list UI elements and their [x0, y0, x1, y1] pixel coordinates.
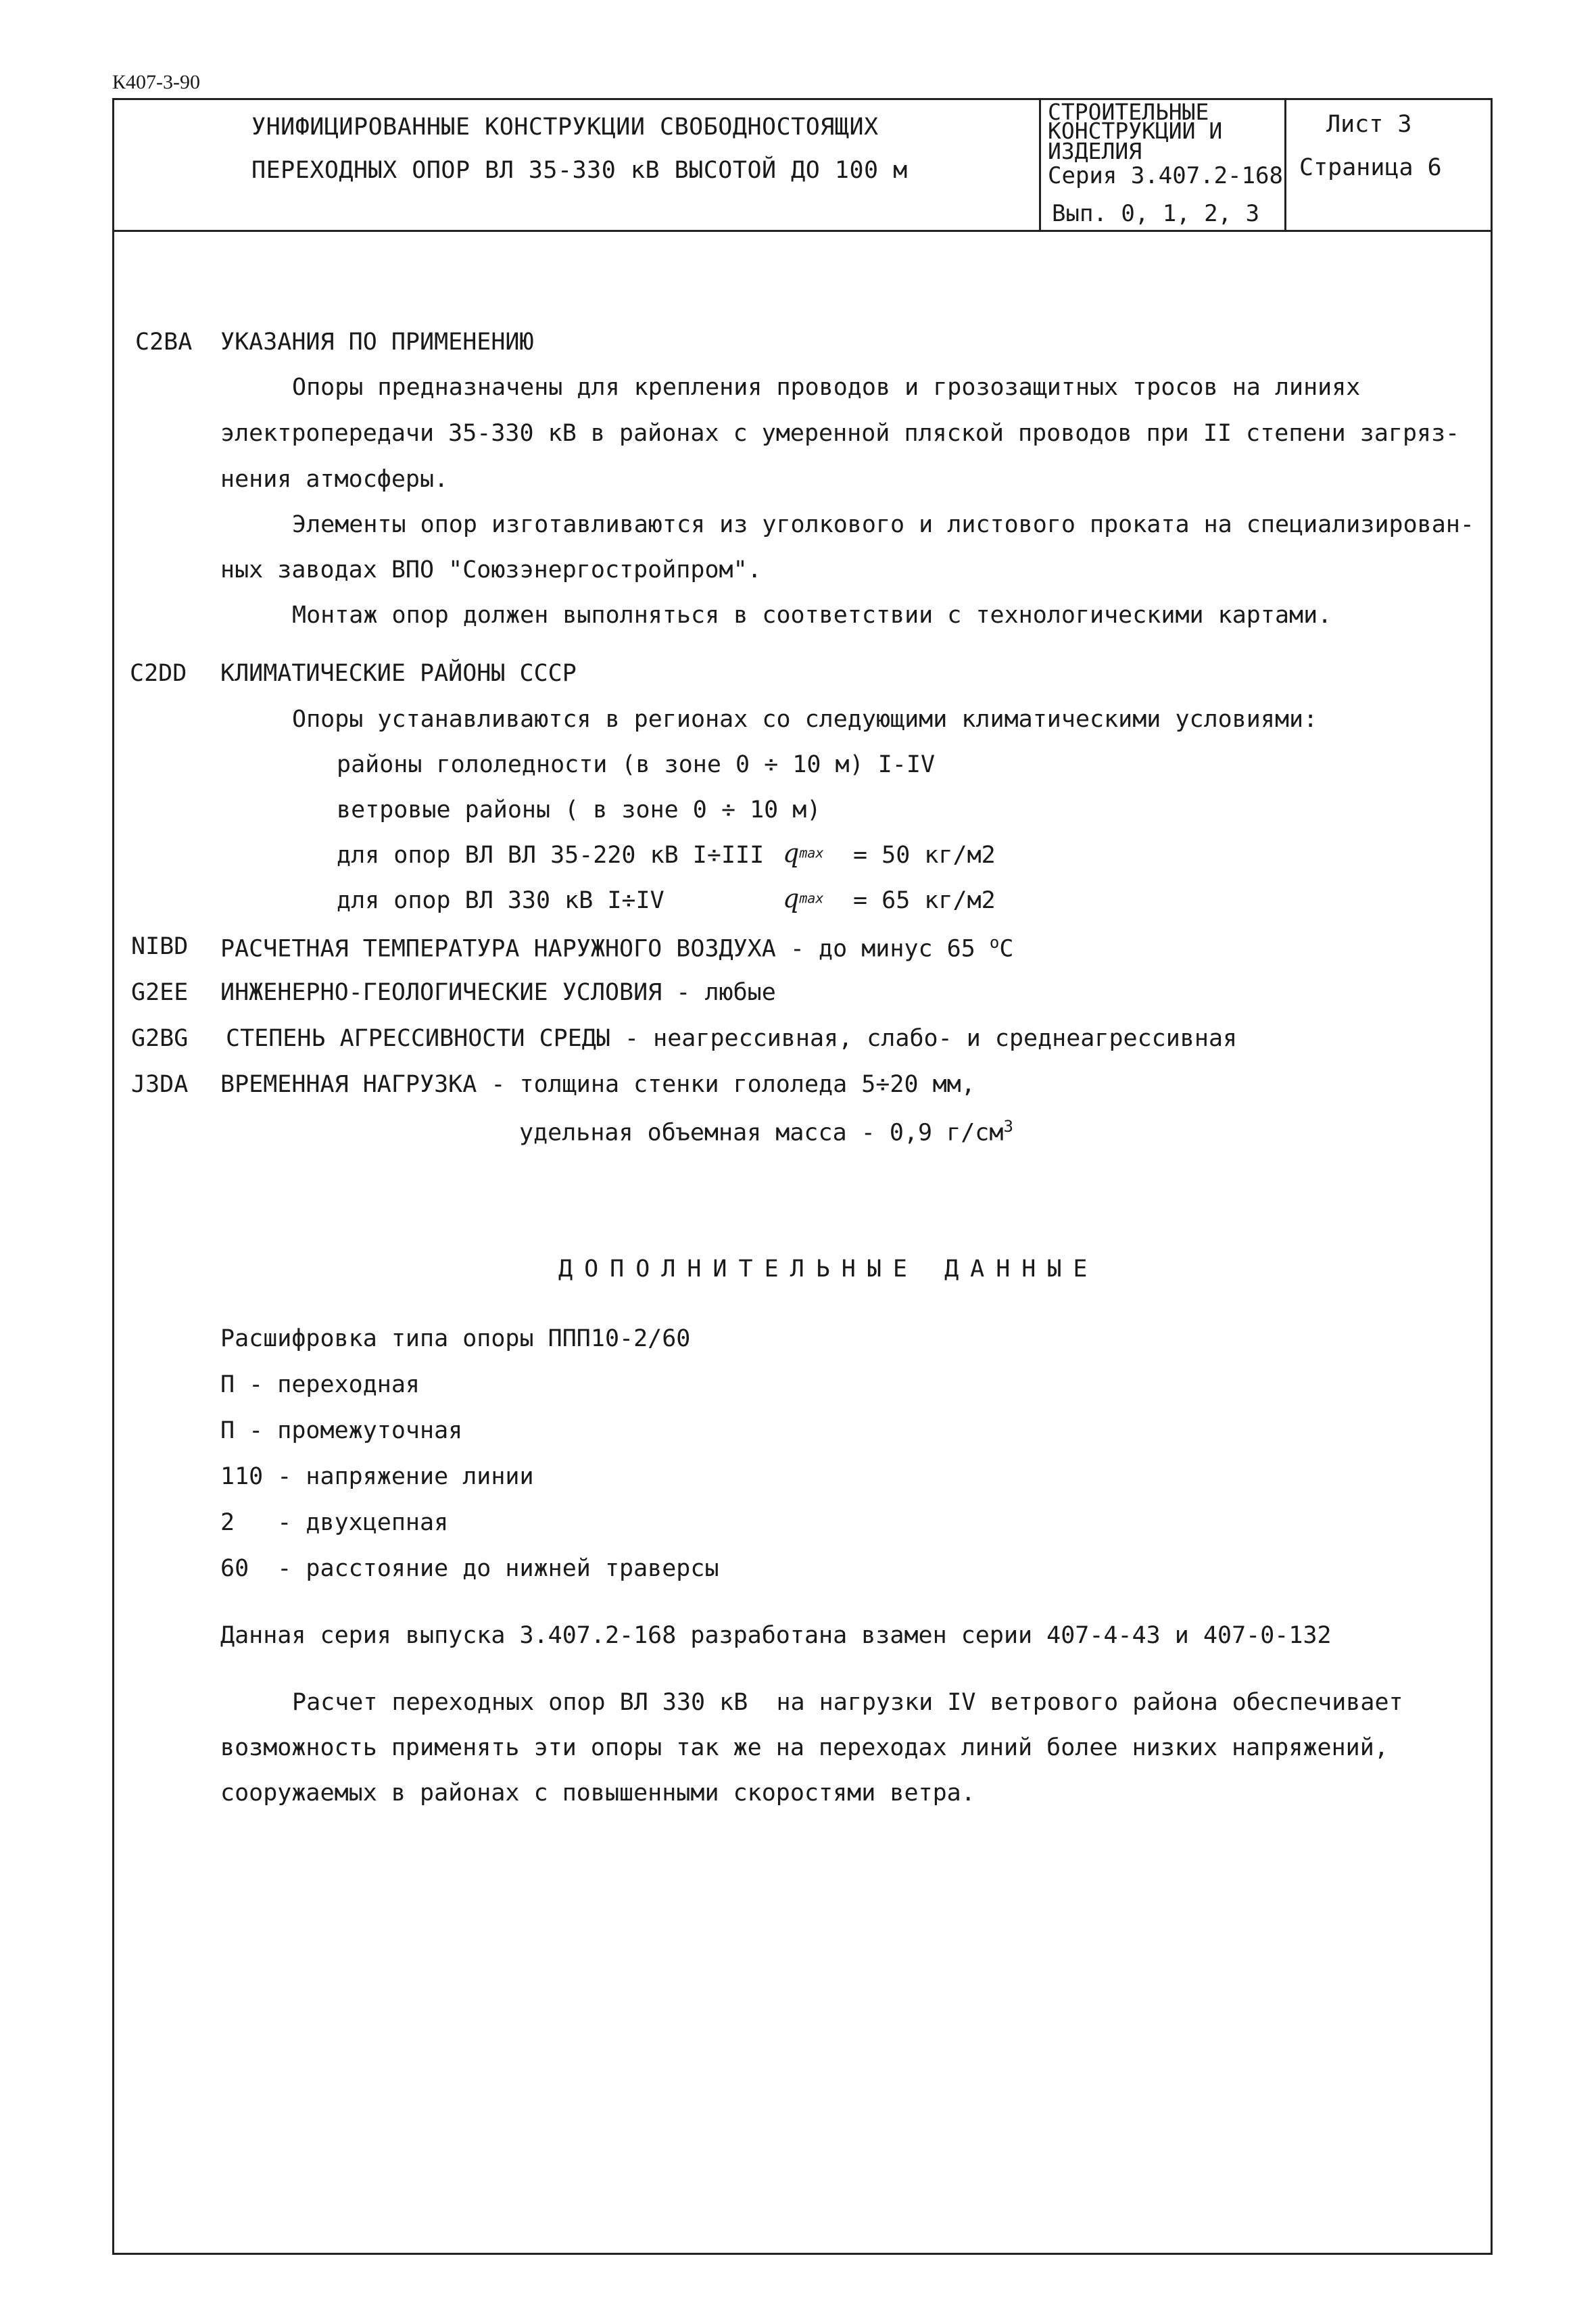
paragraph-line: Опоры устанавливаются в регионах со следующими климатическими условиями: [292, 706, 1318, 733]
paragraph-line: электропередачи 35-330 кВ в районах с умеренной пляской проводов при II степени загряз- [220, 420, 1460, 447]
paragraph-line: сооружаемых в районах с повышенными скоростями ветра. [220, 1780, 975, 1807]
paragraph-line: Элементы опор изготавливаются из уголкового и листового проката на специализирован- [292, 511, 1474, 538]
wind-load-value: = 50 кг/м2 [853, 842, 996, 869]
title-block-divider [1284, 98, 1286, 232]
qmax-symbol [783, 884, 823, 913]
temperature-unit: C [999, 935, 1014, 963]
wind-regions: ветровые районы ( в зоне 0 ÷ 10 м) [337, 796, 821, 824]
q-subscript: max [799, 844, 824, 861]
q-subscript: max [799, 890, 824, 907]
section-code: G2EE [131, 979, 189, 1006]
section-title: КЛИМАТИЧЕСКИЕ РАЙОНЫ СССР [220, 660, 577, 687]
ice-regions: районы гололедности (в зоне 0 ÷ 10 м) I-IV [337, 751, 936, 778]
wind-load-line: для опор ВЛ 330 кВ I÷IV [337, 887, 664, 914]
degree-sign: о [989, 933, 1000, 952]
paragraph-line: возможность применять эти опоры так же на переходах линий более низких напряжений, [220, 1734, 1388, 1761]
paragraph-line: Расчет переходных опор ВЛ 330 кВ на нагрузки IV ветрового района обеспечивает [292, 1689, 1403, 1716]
section-code: J3DA [131, 1071, 189, 1098]
paragraph-line: Монтаж опор должен выполняться в соответствии с технологическими картами. [292, 602, 1332, 629]
category-line-3: ИЗДЕЛИЯ [1048, 138, 1142, 164]
category-line-2: КОНСТРУКЦИИ И [1048, 118, 1223, 144]
density-text: удельная объемная масса - 0,9 г/см [519, 1119, 1004, 1147]
wind-load-line: для опор ВЛ ВЛ 35-220 кВ I÷III [337, 842, 765, 869]
page-number: Страница 6 [1299, 154, 1442, 181]
density-exponent: 3 [1003, 1117, 1013, 1136]
section-code: C2BA [135, 329, 193, 356]
doc-title-line-1: УНИФИЦИРОВАННЫЕ КОНСТРУКЦИИ СВОБОДНОСТОЯЩИХ [251, 114, 879, 141]
decode-item: 110 - напряжение линии [220, 1463, 534, 1490]
decode-item: 60 - расстояние до нижней траверсы [220, 1555, 719, 1582]
aggressiveness-line: СТЕПЕНЬ АГРЕССИВНОСТИ СРЕДЫ - неагрессивная, слабо- и среднеагрессивная [226, 1025, 1238, 1052]
wind-load-value: = 65 кг/м2 [853, 887, 996, 914]
q-symbol: q [783, 838, 800, 868]
temperature-line [220, 933, 1013, 963]
series-number: Серия 3.407.2-168 [1048, 162, 1283, 189]
additional-data-heading: ДОПОЛНИТЕЛЬНЫЕ ДАННЫЕ [558, 1256, 1099, 1283]
decode-item: П - переходная [220, 1371, 420, 1398]
decode-item: П - промежуточная [220, 1417, 463, 1444]
temperature-text: РАСЧЕТНАЯ ТЕМПЕРАТУРА НАРУЖНОГО ВОЗДУХА - до минус 65 [220, 935, 975, 963]
series-replacement-note: Данная серия выпуска 3.407.2-168 разработана взамен серии 407-4-43 и 407-0-132 [220, 1622, 1332, 1649]
issue-numbers: Вып. 0, 1, 2, 3 [1052, 200, 1260, 227]
section-code: G2BG [131, 1025, 189, 1052]
sheet-number: Лист 3 [1326, 111, 1412, 138]
qmax-symbol [783, 838, 823, 868]
section-code: C2DD [130, 660, 187, 687]
doc-title-line-2: ПЕРЕХОДНЫХ ОПОР ВЛ 35-330 кВ ВЫСОТОЙ ДО 100 м [251, 157, 908, 184]
density-line [519, 1117, 1013, 1147]
q-symbol: q [783, 884, 800, 913]
category-line-1: СТРОИТЕЛЬНЫЕ [1048, 99, 1209, 125]
temporary-load-line: ВРЕМЕННАЯ НАГРУЗКА - толщина стенки гололеда 5÷20 мм, [220, 1071, 975, 1098]
paragraph-line: ных заводах ВПО "Союзэнергостройпром". [220, 556, 762, 583]
document-code-stamp: К407-3-90 [112, 71, 200, 93]
type-decode-title: Расшифровка типа опоры ППП10-2/60 [220, 1325, 691, 1352]
paragraph-line: нения атмосферы. [220, 466, 449, 493]
decode-item: 2 - двухцепная [220, 1509, 449, 1536]
section-code: NIBD [131, 933, 189, 960]
geology-line: ИНЖЕНЕРНО-ГЕОЛОГИЧЕСКИЕ УСЛОВИЯ - любые [220, 979, 776, 1006]
paragraph-line: Опоры предназначены для крепления проводов и грозозащитных тросов на линиях [292, 374, 1361, 401]
title-block-divider [1039, 98, 1041, 232]
section-title: УКАЗАНИЯ ПО ПРИМЕНЕНИЮ [220, 329, 534, 356]
